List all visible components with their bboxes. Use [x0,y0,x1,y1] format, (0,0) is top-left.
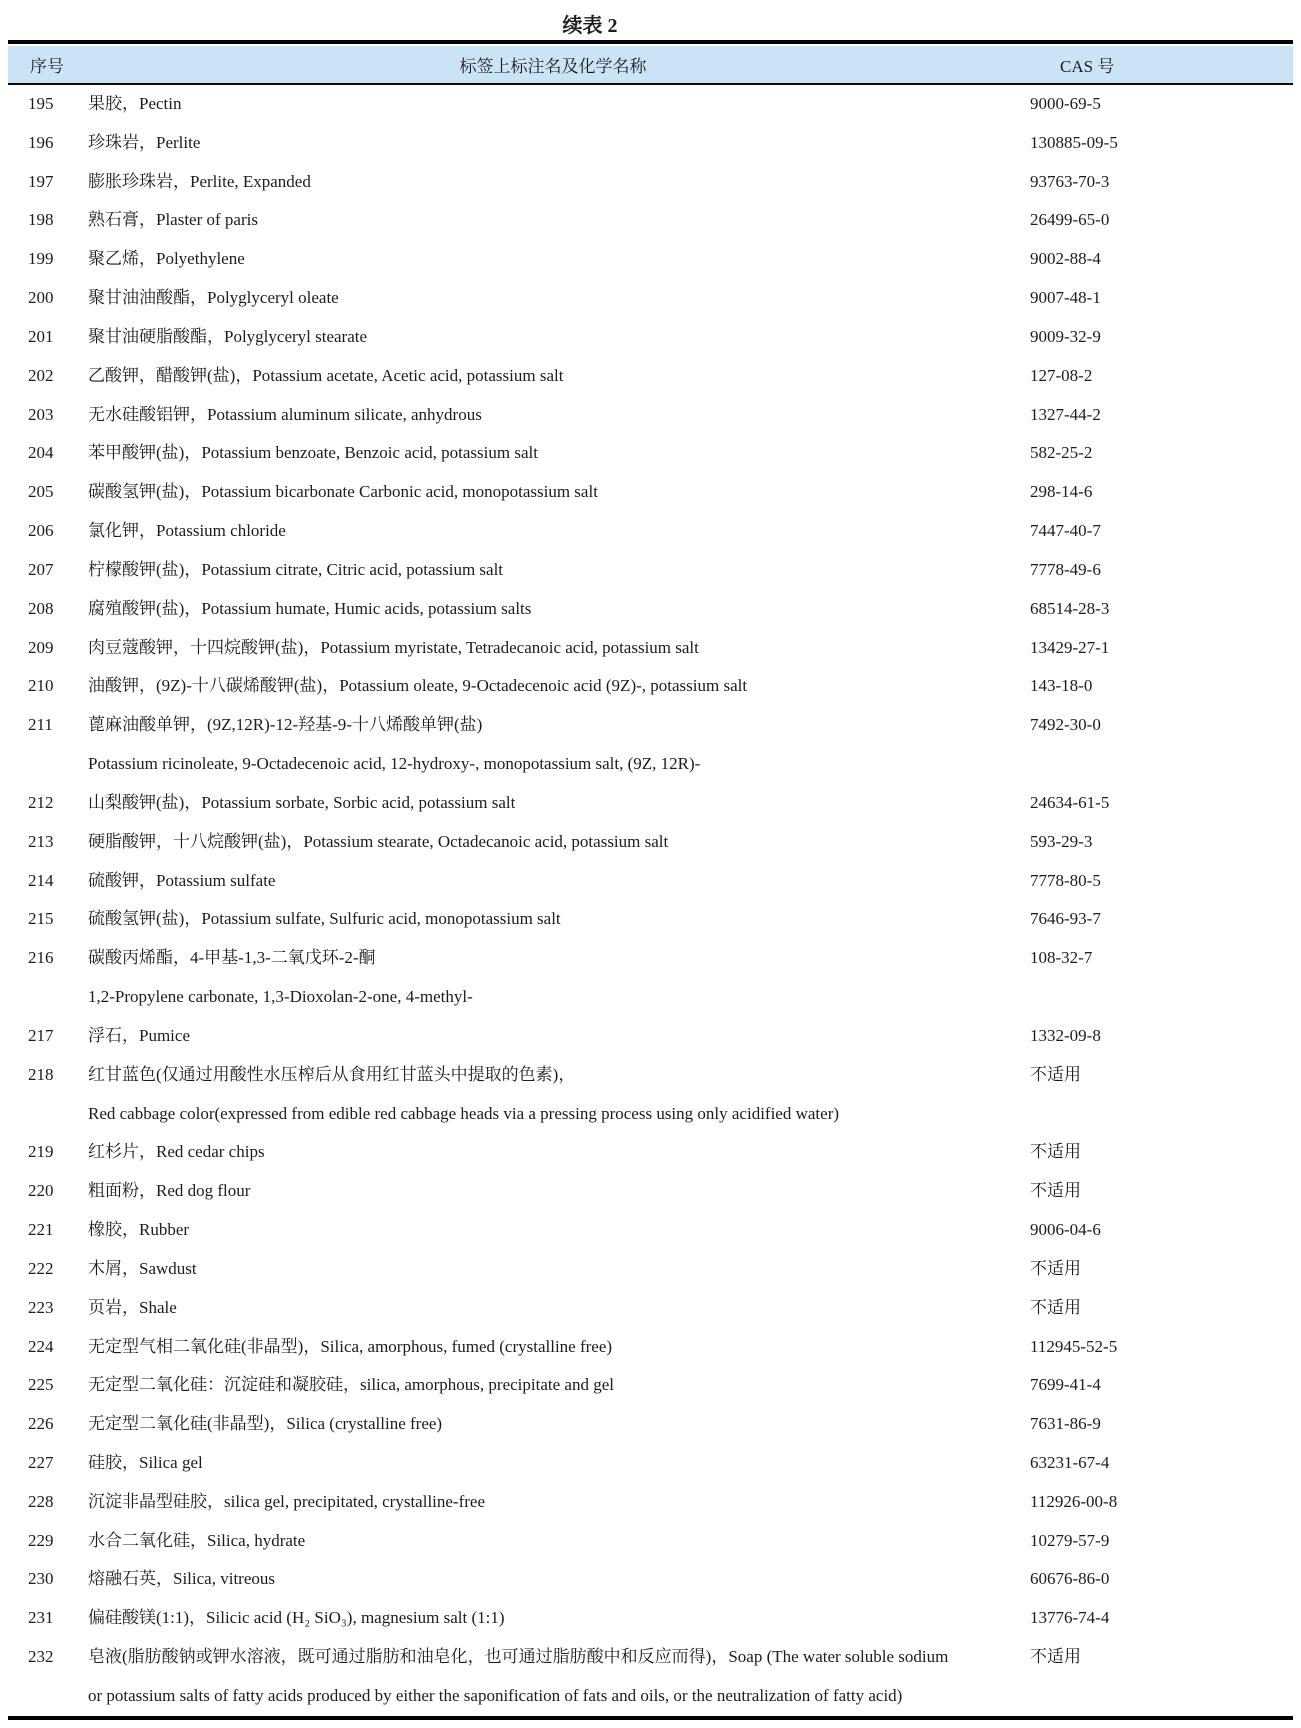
table-row [8,823,1293,862]
table-row [8,862,1293,901]
table-row [8,1522,1293,1561]
row-name-line: 聚乙烯，Polyethylene [88,249,245,269]
row-name-line: 红杉片，Red cedar chips [88,1142,265,1162]
row-name [88,1560,1018,1599]
row-name [88,823,1018,862]
row-cas-value: 93763-70-3 [1030,171,1110,191]
row-name-line: 聚甘油油酸酯，Polyglyceryl oleate [88,288,339,308]
row-cas-value: 10279-57-9 [1030,1530,1110,1550]
table-row [8,1172,1293,1211]
table-row [8,1599,1293,1638]
row-number: 226 [28,1414,54,1434]
table-top-border [8,40,1293,44]
row-number: 216 [28,948,54,968]
row-number: 208 [28,598,54,618]
row-number: 202 [28,365,54,385]
row-cas-value: 7492-30-0 [1030,715,1101,735]
row-number: 207 [28,559,54,579]
row-name-line: Red cabbage color(expressed from edible red cabbage heads via a pressing process using only acidified water) [88,1103,840,1123]
table-row [8,1560,1293,1599]
row-number: 213 [28,831,54,851]
table-row [8,1289,1293,1328]
row-name [88,124,1018,163]
table-row [8,240,1293,279]
row-name [88,1133,1018,1172]
row-cas-value: 112945-52-5 [1030,1336,1118,1356]
table-row [8,396,1293,435]
row-cas-value: 143-18-0 [1030,676,1093,696]
row-number: 212 [28,792,54,812]
table-row [8,279,1293,318]
column-header-no: 序号 [30,57,64,76]
row-name [88,1056,1018,1134]
row-name [88,939,1018,1017]
row-name [88,279,1018,318]
row-name-line: 苯甲酸钾(盐)，Potassium benzoate, Benzoic acid, potassium salt [88,443,538,463]
table-row [8,667,1293,706]
column-header-name: 标签上标注名及化学名称 [459,57,647,76]
table-row [8,85,1293,124]
row-name-line: 硬脂酸钾，十八烷酸钾(盐)，Potassium stearate, Octadecanoic acid, potassium salt [88,831,669,851]
row-name [88,512,1018,551]
row-number: 195 [28,94,54,113]
row-name-line: 熟石膏，Plaster of paris [88,210,258,230]
row-number: 225 [28,1375,54,1395]
row-name [88,900,1018,939]
table-row [8,1250,1293,1289]
table-title: 续表 2 [562,15,618,37]
table-row [8,629,1293,668]
row-name-line: 偏硅酸镁(1:1)，Silicic acid (H₂ SiO₃), magnesium salt (1:1) [88,1608,505,1628]
row-cas-value: 不适用 [1030,1142,1081,1162]
row-name-line: 果胶，Pectin [88,94,182,113]
row-cas-value: 130885-09-5 [1030,132,1118,152]
row-name-line: 碳酸氢钾(盐)，Potassium bicarbonate Carbonic acid, monopotassium salt [88,482,598,502]
continuation-table [8,40,1293,1720]
row-number: 219 [28,1142,54,1162]
row-cas-value: 582-25-2 [1030,443,1093,463]
row-name-line: 碳酸丙烯酯，4-甲基-1,3-二氧戊环-2-酮 [88,948,376,968]
row-name [88,396,1018,435]
row-number: 210 [28,676,54,696]
row-number: 217 [28,1025,54,1045]
row-name [88,1599,1018,1638]
row-name [88,1211,1018,1250]
row-number: 197 [28,171,54,191]
row-name [88,1405,1018,1444]
row-name-line: 肉豆蔻酸钾，十四烷酸钾(盐)，Potassium myristate, Tetradecanoic acid, potassium salt [88,637,699,657]
row-name-line: 皂液(脂肪酸钠或钾水溶液，既可通过脂肪和油皂化，也可通过脂肪酸中和反应而得)，Soap (The water soluble sodium [88,1647,949,1667]
row-name [88,473,1018,512]
row-name [88,1250,1018,1289]
row-name [88,201,1018,240]
row-number: 230 [28,1569,54,1589]
row-cas-value: 26499-65-0 [1030,210,1110,230]
row-name-line: 粗面粉，Red dog flour [88,1181,251,1201]
row-number: 229 [28,1530,54,1550]
row-cas-value: 298-14-6 [1030,482,1093,502]
row-name-line: 油酸钾，(9Z)-十八碳烯酸钾(盐)，Potassium oleate, 9-Octadecenoic acid (9Z)-, potassium salt [88,676,748,696]
table-row [8,784,1293,823]
row-number: 209 [28,637,54,657]
row-number: 211 [28,715,53,735]
row-name [88,1366,1018,1405]
row-name-line: 硫酸钾，Potassium sulfate [88,870,276,890]
row-name-line: 硫酸氢钾(盐)，Potassium sulfate, Sulfuric acid, monopotassium salt [88,909,561,929]
row-name [88,590,1018,629]
table-row [8,900,1293,939]
table-row [8,1444,1293,1483]
row-cas-value: 不适用 [1030,1258,1081,1278]
table-row [8,1017,1293,1056]
row-name-line: 膨胀珍珠岩，Perlite, Expanded [88,171,311,191]
row-name-line: Potassium ricinoleate, 9-Octadecenoic acid, 12-hydroxy-, monopotassium salt, (9Z, 12R)- [88,754,701,774]
row-name-line: 蓖麻油酸单钾，(9Z,12R)-12-羟基-9-十八烯酸单钾(盐) [88,715,483,735]
row-name-line: 橡胶，Rubber [88,1220,190,1240]
row-cas-value: 7778-80-5 [1030,870,1101,890]
row-number: 215 [28,909,54,929]
row-cas-value: 不适用 [1030,1647,1081,1667]
row-name-line: 乙酸钾，醋酸钾(盐)，Potassium acetate, Acetic acid, potassium salt [88,365,564,385]
row-number: 200 [28,288,54,308]
row-name [88,357,1018,396]
row-cas-value: 7646-93-7 [1030,909,1101,929]
row-name-line: 无定型二氧化硅：沉淀硅和凝胶硅，silica, amorphous, precipitate and gel [88,1375,614,1395]
row-name-line: 熔融石英，Silica, vitreous [88,1569,275,1589]
row-cas-value: 7778-49-6 [1030,559,1101,579]
row-name [88,240,1018,279]
table-row [8,512,1293,551]
row-number: 206 [28,521,54,541]
row-name [88,784,1018,823]
row-name-line: or potassium salts of fatty acids produced by either the saponification of fats and oils, or the neutralization of fatty acid) [88,1685,903,1705]
row-cas-value: 63231-67-4 [1030,1452,1110,1472]
row-name [88,1638,1018,1716]
table-row [8,473,1293,512]
row-cas-value: 9007-48-1 [1030,288,1101,308]
row-number: 222 [28,1258,54,1278]
row-name-line: 水合二氧化硅，Silica, hydrate [88,1530,306,1550]
row-cas-value: 9006-04-6 [1030,1220,1101,1240]
row-name [88,1017,1018,1056]
row-number: 204 [28,443,54,463]
table-row [8,434,1293,473]
table-row [8,1211,1293,1250]
row-cas-value: 7631-86-9 [1030,1414,1101,1434]
row-cas-value: 13429-27-1 [1030,637,1110,657]
table-row [8,1366,1293,1405]
row-name-line: 山梨酸钾(盐)，Potassium sorbate, Sorbic acid, potassium salt [88,792,516,812]
row-number: 228 [28,1491,54,1511]
table-row [8,706,1293,784]
table-row [8,201,1293,240]
row-name [88,1444,1018,1483]
row-number: 199 [28,249,54,269]
row-name [88,434,1018,473]
row-cas-value: 1332-09-8 [1030,1025,1101,1045]
table-row [8,1638,1293,1716]
table-row [8,357,1293,396]
row-name [88,706,1018,784]
row-cas-value: 7447-40-7 [1030,521,1101,541]
row-number: 223 [28,1297,54,1317]
row-name-line: 柠檬酸钾(盐)，Potassium citrate, Citric acid, potassium salt [88,559,504,579]
row-number: 218 [28,1064,54,1084]
table-row [8,590,1293,629]
row-name [88,318,1018,357]
row-cas-value: 13776-74-4 [1030,1608,1110,1628]
row-name-line: 氯化钾，Potassium chloride [88,521,286,541]
row-name [88,667,1018,706]
row-cas-value: 68514-28-3 [1030,598,1110,618]
table-row [8,163,1293,202]
row-name [88,1522,1018,1561]
row-cas-value: 不适用 [1030,1181,1081,1201]
table-bottom-border [8,1716,1293,1720]
row-name-line: 聚甘油硬脂酸酯，Polyglyceryl stearate [88,326,368,346]
table-row [8,1405,1293,1444]
row-name-line: 木屑，Sawdust [88,1258,197,1278]
column-header-cas: CAS 号 [1060,57,1115,76]
table-row [8,124,1293,163]
row-number: 220 [28,1181,54,1201]
row-number: 196 [28,132,54,152]
row-number: 198 [28,210,54,230]
row-name-line: 沉淀非晶型硅胶，silica gel, precipitated, crystalline-free [88,1491,486,1511]
table-row [8,1056,1293,1134]
row-number: 201 [28,326,54,346]
row-name [88,1289,1018,1328]
row-cas-value: 9002-88-4 [1030,249,1101,269]
row-number: 203 [28,404,54,424]
row-name [88,163,1018,202]
table-row [8,1483,1293,1522]
row-cas-value: 60676-86-0 [1030,1569,1110,1589]
row-number: 227 [28,1452,54,1472]
row-name-line: 珍珠岩，Perlite [88,132,201,152]
row-name [88,862,1018,901]
row-number: 214 [28,870,54,890]
row-cas-value: 24634-61-5 [1030,792,1110,812]
row-cas-value: 不适用 [1030,1064,1081,1084]
row-name-line: 无定型二氧化硅(非晶型)，Silica (crystalline free) [88,1414,443,1434]
row-cas-value: 108-32-7 [1030,948,1093,968]
row-cas-value: 1327-44-2 [1030,404,1101,424]
row-name [88,1328,1018,1367]
row-cas-value: 112926-00-8 [1030,1491,1118,1511]
row-cas-value: 9000-69-5 [1030,94,1101,113]
row-cas-value: 7699-41-4 [1030,1375,1101,1395]
row-name [88,629,1018,668]
row-name-line: 1,2-Propylene carbonate, 1,3-Dioxolan-2-one, 4-methyl- [88,987,473,1007]
row-name-line: 页岩，Shale [88,1297,177,1317]
row-name-line: 硅胶，Silica gel [88,1452,203,1472]
row-number: 205 [28,482,54,502]
row-name-line: 无水硅酸铝钾，Potassium aluminum silicate, anhydrous [88,404,482,424]
row-cas-value: 593-29-3 [1030,831,1093,851]
table-body [8,85,1293,1716]
table-row [8,318,1293,357]
row-name-line: 无定型气相二氧化硅(非晶型)，Silica, amorphous, fumed (crystalline free) [88,1336,613,1356]
row-name-line: 腐殖酸钾(盐)，Potassium humate, Humic acids, potassium salts [88,598,532,618]
row-cas-value: 不适用 [1030,1297,1081,1317]
row-number: 231 [28,1608,54,1628]
table-row [8,551,1293,590]
row-number: 224 [28,1336,54,1356]
table-row [8,1133,1293,1172]
row-name-line: 红甘蓝色(仅通过用酸性水压榨后从食用红甘蓝头中提取的色素)， [88,1064,576,1084]
table-header-row [8,46,1293,85]
table-row [8,1328,1293,1367]
row-name [88,551,1018,590]
row-cas-value: 9009-32-9 [1030,326,1101,346]
row-cas-value: 127-08-2 [1030,365,1093,385]
row-number: 232 [28,1647,54,1667]
row-name [88,85,1018,124]
row-name [88,1172,1018,1211]
row-name [88,1483,1018,1522]
row-name-line: 浮石，Pumice [88,1025,190,1045]
table-row [8,939,1293,1017]
row-number: 221 [28,1220,54,1240]
